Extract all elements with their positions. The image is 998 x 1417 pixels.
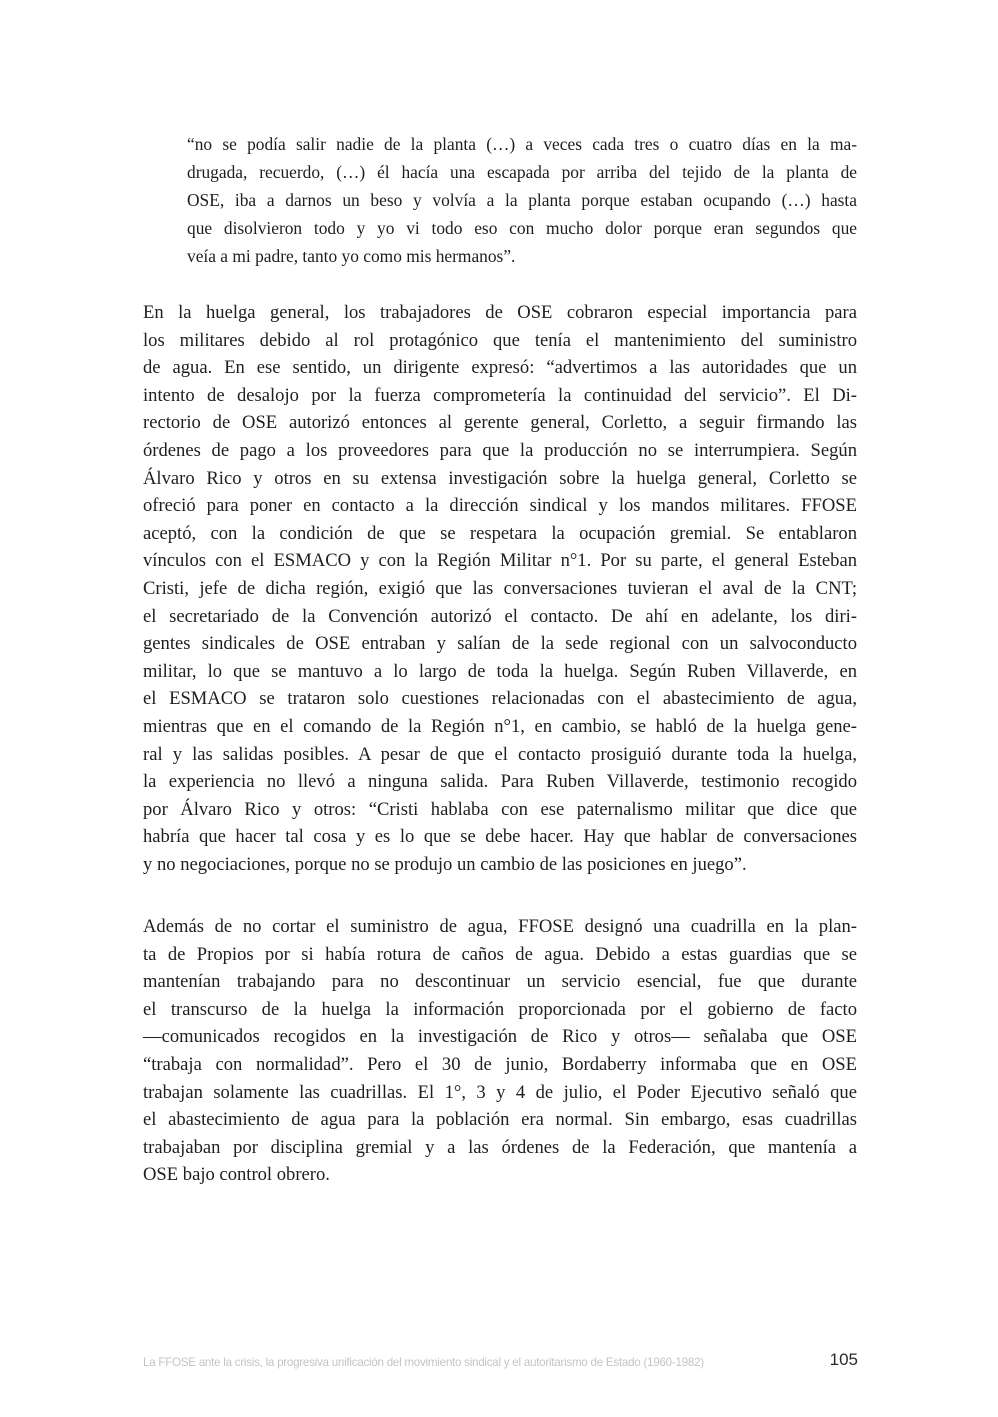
block-quote <box>187 130 857 270</box>
paragraph-line: gentes sindicales de OSE entraban y salían de la sede regional con un salvoconducto <box>143 633 857 655</box>
paragraph-line: por Álvaro Rico y otros: “Cristi hablaba con ese paternalismo militar que dice que <box>143 798 857 820</box>
paragraph-line: ta de Propios por si había rotura de caños de agua. Debido a estas guardias que se <box>143 943 857 965</box>
paragraph-line: y no negociaciones, porque no se produjo un cambio de las posiciones en juego”. <box>143 853 747 875</box>
paragraph-line: vínculos con el ESMACO y con la Región Militar n°1. Por su parte, el general Esteban <box>143 550 857 572</box>
paragraph-line: trabajaban por disciplina gremial y a las órdenes de la Federación, que mantenía a <box>143 1136 857 1158</box>
paragraph-line: OSE bajo control obrero. <box>143 1164 330 1186</box>
paragraph-line: mientras que en el comando de la Región n°1, en cambio, se habló de la huelga gene- <box>143 715 857 737</box>
paragraph-line: militar, lo que se mantuvo a lo largo de toda la huelga. Según Ruben Villaverde, en <box>143 660 857 682</box>
paragraph-line: Además de no cortar el suministro de agua, FFOSE designó una cuadrilla en la plan- <box>143 916 857 937</box>
paragraph-line: la experiencia no llevó a ninguna salida. Para Ruben Villaverde, testimonio recogido <box>143 771 857 793</box>
paragraph-line: ral y las salidas posibles. A pesar de que el contacto prosiguió durante toda la huelga, <box>143 743 857 765</box>
quote-line: OSE, iba a darnos un beso y volvía a la planta porque estaban ocupando (…) hasta <box>187 190 857 210</box>
paragraph-line: el transcurso de la huelga la información proporcionada por el gobierno de facto <box>143 998 857 1020</box>
paragraph-line: rectorio de OSE autorizó entonces al gerente general, Corletto, a seguir firmando las <box>143 412 857 434</box>
paragraph-line: “trabaja con normalidad”. Pero el 30 de junio, Bordaberry informaba que en OSE <box>143 1053 857 1075</box>
quote-line: “no se podía salir nadie de la planta (…) a veces cada tres o cuatro días en la ma- <box>187 134 857 154</box>
paragraph-line: de agua. En ese sentido, un dirigente expresó: “advertimos a las autoridades que un <box>143 357 857 379</box>
body-paragraph-2 <box>143 913 857 1189</box>
quote-line: que disolvieron todo y yo vi todo eso con mucho dolor porque eran segundos que <box>187 218 857 238</box>
paragraph-line: el abastecimiento de agua para la población era normal. Sin embargo, esas cuadrillas <box>143 1109 857 1131</box>
quote-line: drugada, recuerdo, (…) él hacía una escapada por arriba del tejido de la planta de <box>187 162 857 182</box>
paragraph-line: intento de desalojo por la fuerza comprometería la continuidad del servicio”. El Di- <box>143 384 857 406</box>
paragraph-line: aceptó, con la condición de que se respetara la ocupación gremial. Se entablaron <box>143 522 857 544</box>
page-number: 105 <box>829 1350 858 1369</box>
running-footer-title: La FFOSE ante la crisis, la progresiva unificación del movimiento sindical y el autoritarismo de Estado (1960-1982) <box>143 1356 704 1369</box>
paragraph-line: Álvaro Rico y otros en su extensa investigación sobre la huelga general, Corletto se <box>143 467 857 489</box>
quote-line: veía a mi padre, tanto yo como mis hermanos”. <box>187 246 516 266</box>
paragraph-line: el secretariado de la Convención autorizó el contacto. De ahí en adelante, los diri- <box>143 605 857 627</box>
paragraph-line: —comunicados recogidos en la investigación de Rico y otros— señalaba que OSE <box>143 1026 857 1048</box>
paragraph-line: mantenían trabajando para no descontinuar un servicio esencial, fue que durante <box>143 971 857 993</box>
body-paragraph-1 <box>143 299 857 878</box>
paragraph-line: En la huelga general, los trabajadores de OSE cobraron especial importancia para <box>143 302 857 323</box>
paragraph-line: trabajan solamente las cuadrillas. El 1°, 3 y 4 de julio, el Poder Ejecutivo señaló que <box>143 1081 857 1103</box>
paragraph-line: los militares debido al rol protagónico que tenía el mantenimiento del suministro <box>143 329 857 351</box>
paragraph-line: el ESMACO se trataron solo cuestiones relacionadas con el abastecimiento de agua, <box>143 688 857 710</box>
paragraph-line: órdenes de pago a los proveedores para que la producción no se interrumpiera. Según <box>143 439 857 461</box>
paragraph-line: habría que hacer tal cosa y es lo que se debe hacer. Hay que hablar de conversaciones <box>143 826 857 848</box>
paragraph-line: ofreció para poner en contacto a la dirección sindical y los mandos militares. FFOSE <box>143 495 857 517</box>
paragraph-line: Cristi, jefe de dicha región, exigió que las conversaciones tuvieran el aval de la CNT; <box>143 577 857 599</box>
